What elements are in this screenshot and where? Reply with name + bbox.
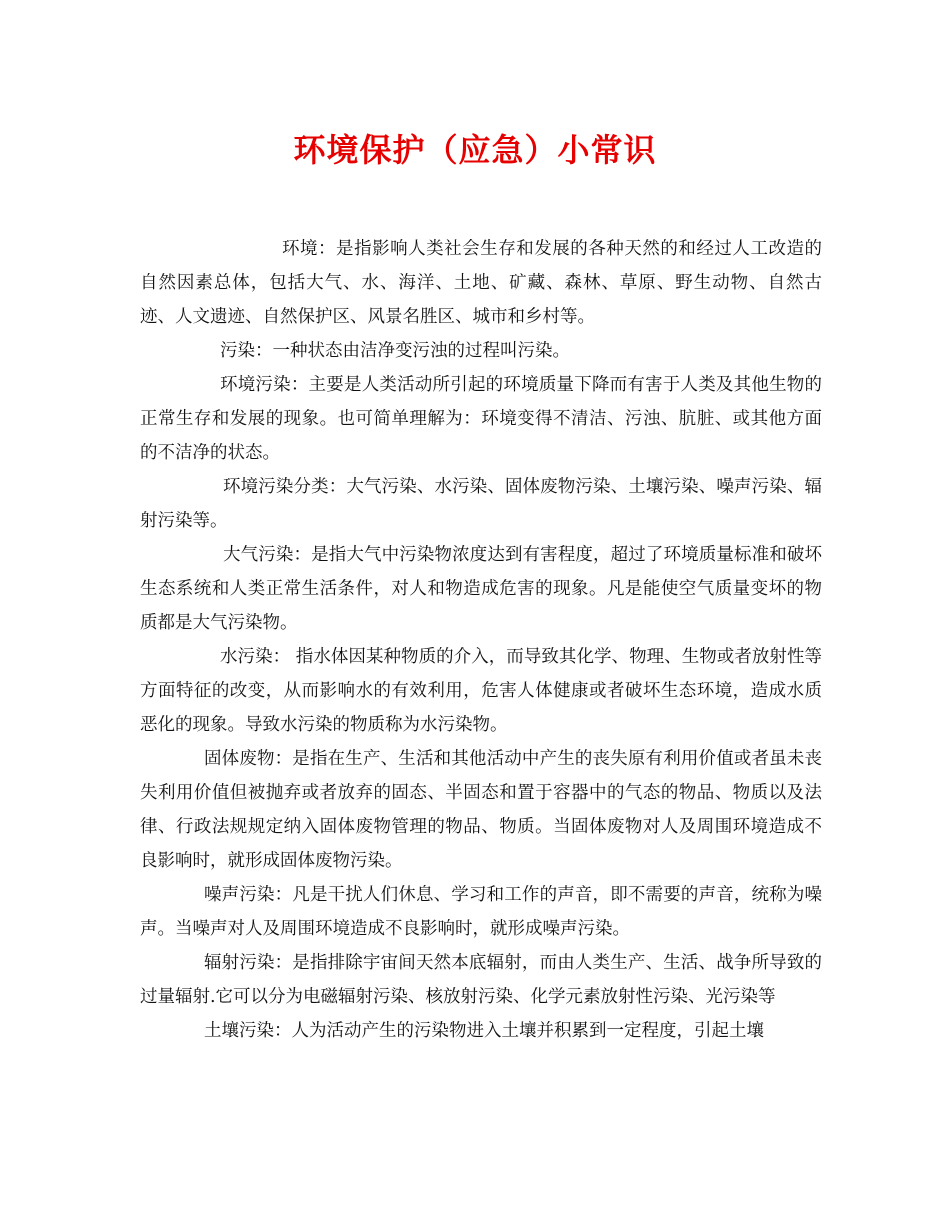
paragraph-pollution: 污染：一种状态由洁净变污浊的过程叫污染。 [220, 341, 570, 361]
document-title: 环境保护（应急）小常识 [293, 131, 657, 169]
document-body [140, 232, 822, 1048]
paragraph-environment: 环境：是指影响人类社会生存和发展的各种天然的和经过人工改造的自然因素总体，包括大气、水、海洋、土地、矿藏、森林、草原、野生动物、自然古迹、人文遗迹、自然保护区、风景名胜区、城市和乡村等。 [140, 239, 822, 327]
paragraph-solid-waste: 固体废物：是指在生产、生活和其他活动中产生的丧失原有利用价值或者虽未丧失利用价值但被抛弃或者放弃的固态、半固态和置于容器中的气态的物品、物质以及法律、行政法规规定纳入固体废物管理的物品、物质。当固体废物对人及周围环境造成不良影响时，就形成固体废物污染。 [140, 749, 822, 871]
paragraph-noise-pollution: 噪声污染：凡是干扰人们休息、学习和工作的声音，即不需要的声音，统称为噪声。当噪声对人及周围环境造成不良影响时，就形成噪声污染。 [140, 885, 822, 939]
paragraph-air-pollution: 大气污染：是指大气中污染物浓度达到有害程度，超过了环境质量标准和破坏生态系统和人类正常生活条件，对人和物造成危害的现象。凡是能使空气质量变坏的物质都是大气污染物。 [140, 545, 822, 633]
paragraph-environmental-pollution: 环境污染：主要是人类活动所引起的环境质量下降而有害于人类及其他生物的正常生存和发展的现象。也可简单理解为：环境变得不清洁、污浊、肮脏、或其他方面的不洁净的状态。 [140, 375, 822, 463]
paragraph-radiation-pollution: 辐射污染：是指排除宇宙间天然本底辐射，而由人类生产、生活、战争所导致的过量辐射.它可以分为电磁辐射污染、核放射污染、化学元素放射性污染、光污染等 [140, 953, 822, 1007]
paragraph-water-pollution: 水污染： 指水体因某种物质的介入，而导致其化学、物理、生物或者放射性等方面特征的改变，从而影响水的有效利用，危害人体健康或者破坏生态环境，造成水质恶化的现象。导致水污染的物质称为水污染物。 [140, 647, 822, 735]
paragraph-pollution-classes: 环境污染分类：大气污染、水污染、固体废物污染、土壤污染、噪声污染、辐射污染等。 [140, 477, 822, 531]
paragraph-soil-pollution: 土壤污染：人为活动产生的污染物进入土壤并积累到一定程度，引起土壤 [204, 1021, 764, 1041]
